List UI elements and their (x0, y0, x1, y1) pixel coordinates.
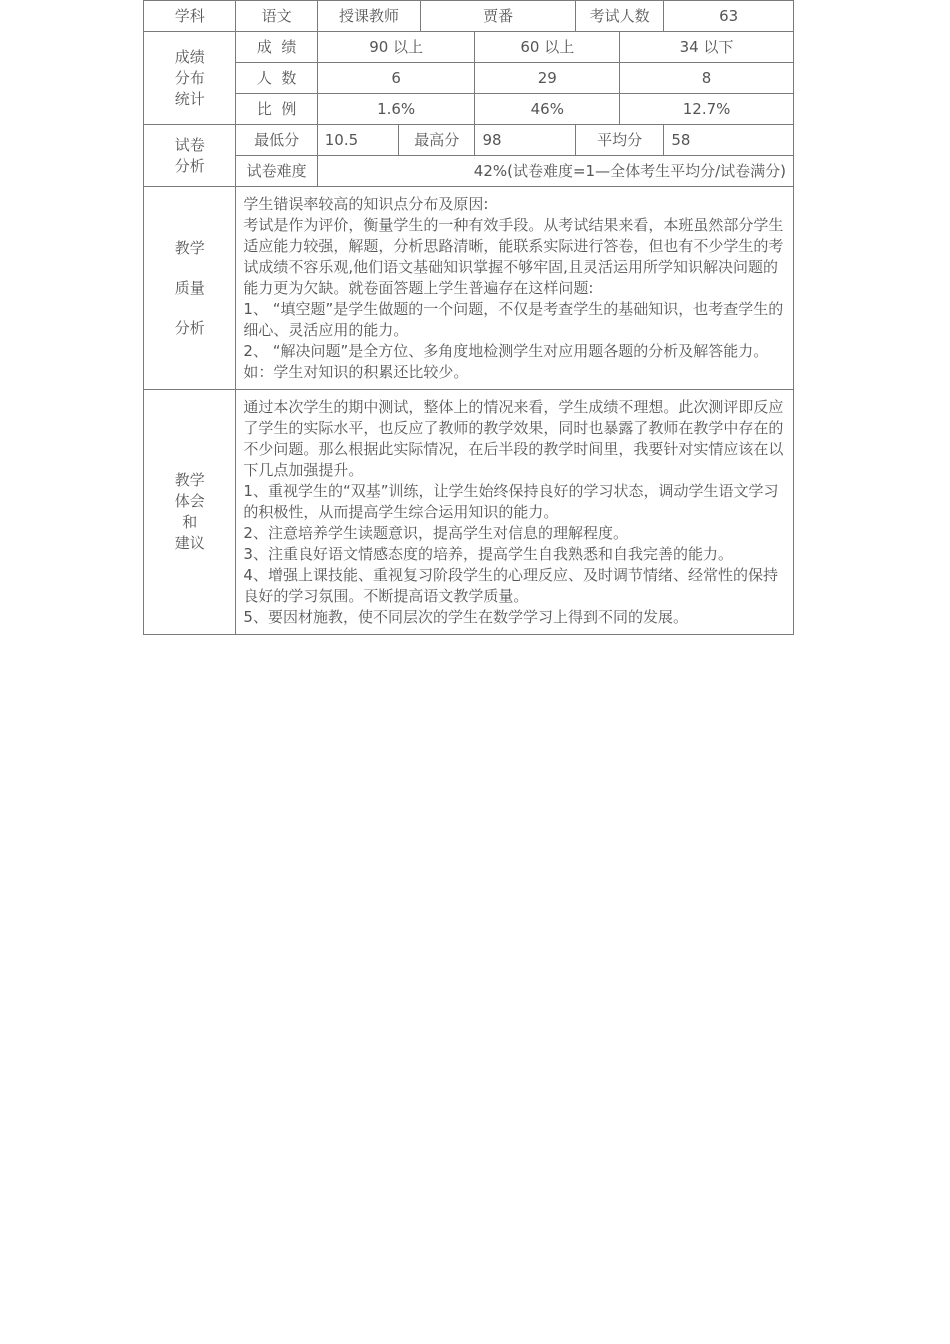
score-label: 成 绩 (236, 32, 317, 63)
ratio-value-34: 12.7% (620, 94, 794, 125)
people-value-60: 29 (475, 63, 620, 94)
exam-count-label: 考试人数 (575, 1, 663, 32)
header-row (144, 1, 794, 32)
paper-scores-row (144, 125, 794, 156)
suggestion-paragraph: 1、重视学生的“双基”训练，让学生始终保持良好的学习状态，调动学生语文学习的积极性，从而提高学生综合运用知识的能力。 (243, 482, 779, 521)
score-band-34: 34 以下 (620, 32, 794, 63)
suggestion-paragraph: 5、要因材施教，使不同层次的学生在数学学习上得到不同的发展。 (243, 608, 688, 626)
teacher-label: 授课教师 (317, 1, 420, 32)
exam-analysis-sheet (143, 0, 794, 635)
suggestion-paragraph: 4、增强上课技能、重视复习阶段学生的心理反应、及时调节情绪、经常性的保持良好的学习氛围。不断提高语文教学质量。 (243, 566, 778, 605)
quality-analysis-content (236, 187, 794, 390)
score-band-60: 60 以上 (475, 32, 620, 63)
difficulty-label: 试卷难度 (236, 156, 317, 187)
quality-paragraph: 学生错误率较高的知识点分布及原因: (243, 195, 489, 213)
quality-label-line: 质量 (174, 278, 205, 297)
suggestions-label-line: 建议 (174, 534, 205, 552)
ratio-value-60: 46% (475, 94, 620, 125)
quality-label-line: 教学 (174, 238, 205, 257)
exam-count-value: 63 (664, 1, 794, 32)
quality-paragraph: 1、 “填空题”是学生做题的一个问题，不仅是考查学生的基础知识，也考查学生的细心、灵活应用的能力。 (243, 300, 784, 339)
ratio-value-90: 1.6% (317, 94, 475, 125)
paper-difficulty-row (144, 156, 794, 187)
paper-analysis-label-line: 分析 (174, 156, 205, 175)
teacher-value: 贾番 (421, 1, 576, 32)
people-value-34: 8 (620, 63, 794, 94)
quality-paragraph: 2、 “解决问题”是全方位、多角度地检测学生对应用题各题的分析及解答能力。如：学生对知识的积累还比较少。 (243, 342, 769, 381)
subject-value: 语文 (236, 1, 317, 32)
distribution-label-line: 分布 (174, 68, 205, 87)
quality-analysis-section-label (144, 187, 236, 390)
suggestion-paragraph: 3、注重良好语文情感态度的培养，提高学生自我熟悉和自我完善的能力。 (243, 545, 733, 563)
distribution-section-label (144, 32, 236, 125)
people-label: 人 数 (236, 63, 317, 94)
subject-label: 学科 (144, 1, 236, 32)
exam-analysis-table (143, 0, 794, 635)
suggestions-label-line: 教学 (174, 471, 205, 489)
difficulty-value: 42%(试卷难度=1—全体考生平均分/试卷满分) (317, 156, 793, 187)
quality-paragraph: 考试是作为评价，衡量学生的一种有效手段。从考试结果来看，本班虽然部分学生适应能力较强，解题，分析思路清晰，能联系实际进行答卷，但也有不少学生的考试成绩不容乐观,他们语文基础知识掌握不够牢固,且灵活运用所学知识解决问题的能力更为欠缺。就卷面答题上学生普遍存在这样问题: (243, 216, 784, 297)
suggestions-content (236, 390, 794, 635)
suggestions-section-label (144, 390, 236, 635)
quality-analysis-row (144, 187, 794, 390)
suggestions-label-line: 和 (182, 513, 198, 531)
distribution-ratio-row (144, 94, 794, 125)
ratio-label: 比 例 (236, 94, 317, 125)
distribution-label-line: 成绩 (174, 47, 205, 66)
suggestion-paragraph: 2、注意培养学生读题意识，提高学生对信息的理解程度。 (243, 524, 628, 542)
avg-score-label: 平均分 (575, 125, 663, 156)
max-score-value: 98 (475, 125, 575, 156)
paper-analysis-section-label (144, 125, 236, 187)
distribution-people-row (144, 63, 794, 94)
suggestions-label-line: 体会 (174, 492, 205, 510)
suggestions-row (144, 390, 794, 635)
distribution-score-row (144, 32, 794, 63)
score-band-90: 90 以上 (317, 32, 475, 63)
distribution-label-line: 统计 (174, 89, 205, 108)
min-score-value: 10.5 (317, 125, 398, 156)
min-score-label: 最低分 (236, 125, 317, 156)
max-score-label: 最高分 (399, 125, 475, 156)
people-value-90: 6 (317, 63, 475, 94)
avg-score-value: 58 (664, 125, 794, 156)
quality-label-line: 分析 (174, 318, 205, 337)
paper-analysis-label-line: 试卷 (174, 135, 205, 154)
suggestion-paragraph: 通过本次学生的期中测试，整体上的情况来看，学生成绩不理想。此次测评即反应了学生的实际水平，也反应了教师的教学效果，同时也暴露了教师在教学中存在的不少问题。那么根据此实际情况，在后半段的教学时间里，我要针对实情应该在以下几点加强提升。 (243, 398, 784, 479)
